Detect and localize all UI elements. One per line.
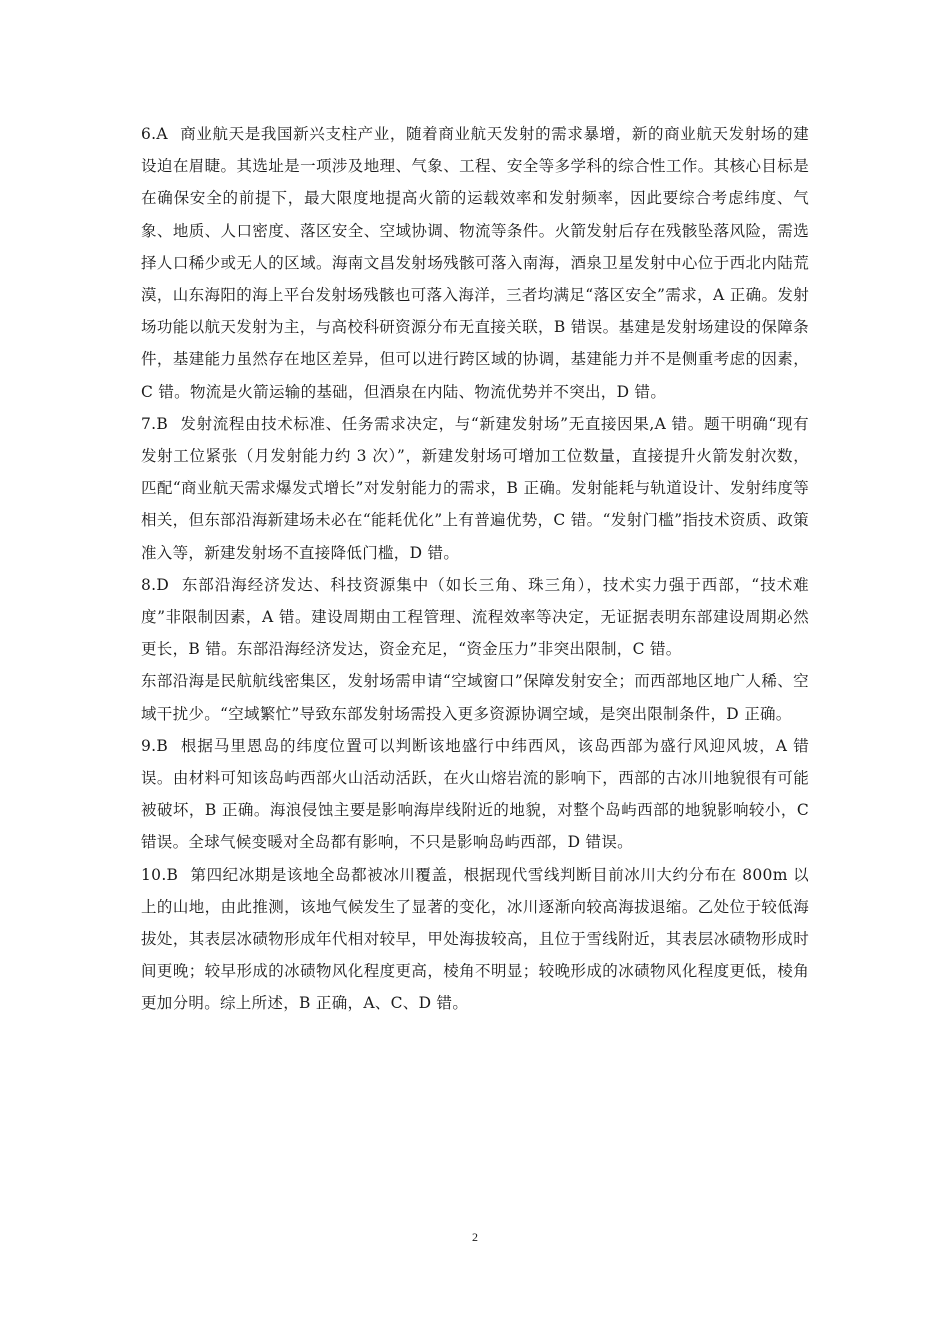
paragraph-text: 发射流程由技术标准、任务需求决定，与“新建发射场”无直接因果,A 错。题干明确“现有发射工位紧张（月发射能力约 3 次）”，新建发射场可增加工位数量，直接提升火箭发射次数，匹配“商业航天需求爆发式增长”对发射能力的需求，B 正确。发射能耗与轨道设计、发射纬度等相关，但东部沿海新建场未必在“能耗优化”上有普遍优势，C 错。“发射门槛”指技术资质、政策准入等，新建发射场不直接降低门槛，D 错。: [141, 414, 809, 562]
answer-explanations: [141, 118, 809, 1020]
answer-paragraph-8: [141, 569, 809, 666]
answer-paragraph-7: [141, 408, 809, 569]
question-number: 9.B: [141, 736, 169, 755]
question-number: 6.A: [141, 125, 168, 143]
paragraph-text: 第四纪冰期是该地全岛都被冰川覆盖，根据现代雪线判断目前冰川大约分布在 800m 以上的山地，由此推测，该地气候发生了显著的变化，冰川逐渐向较高海拔退缩。乙处位于较低海拔处，其表层冰碛物形成年代相对较早，甲处海拔较高，且位于雪线附近，其表层冰碛物形成时间更晚；较早形成的冰碛物风化程度更高，棱角不明显；较晚形成的冰碛物风化程度更低，棱角更加分明。综上所述，B 正确，A、C、D 错。: [141, 865, 809, 1013]
question-number: 10.B: [141, 865, 179, 884]
paragraph-text: 东部沿海经济发达、科技资源集中（如长三角、珠三角），技术实力强于西部，“技术难度”非限制因素，A 错。建设周期由工程管理、流程效率等决定，无证据表明东部建设周期必然更长，B 错。东部沿海经济发达，资金充足，“资金压力”非突出限制，C 错。: [141, 575, 809, 659]
paragraph-text: 商业航天是我国新兴支柱产业，随着商业航天发射的需求暴增，新的商业航天发射场的建设迫在眉睫。其选址是一项涉及地理、气象、工程、安全等多学科的综合性工作。其核心目标是在确保安全的前提下，最大限度地提高火箭的运载效率和发射频率，因此要综合考虑纬度、气象、地质、人口密度、落区安全、空域协调、物流等条件。火箭发射后存在残骸坠落风险，需选择人口稀少或无人的区域。海南文昌发射场残骸可落入南海，酒泉卫星发射中心位于西北内陆荒漠，山东海阳的海上平台发射场残骸也可落入海洋，三者均满足“落区安全”需求，A 正确。发射场功能以航天发射为主，与高校科研资源分布无直接关联，B 错误。基建是发射场建设的保障条件，基建能力虽然存在地区差异，但可以进行跨区域的协调，基建能力并不是侧重考虑的因素，C 错。物流是火箭运输的基础，但酒泉在内陆、物流优势并不突出，D 错。: [141, 125, 809, 401]
paragraph-text: 东部沿海是民航航线密集区，发射场需申请“空域窗口”保障发射安全；而西部地区地广人稀、空域干扰少。“空域繁忙”导致东部发射场需投入更多资源协调空域，是突出限制条件，D 正确。: [141, 672, 809, 723]
answer-paragraph-6: [141, 118, 809, 408]
answer-paragraph-10: [141, 859, 809, 1020]
answer-paragraph-8-continued: [141, 665, 809, 729]
page-number: 2: [472, 1230, 478, 1244]
answer-paragraph-9: [141, 730, 809, 859]
paragraph-text: 根据马里恩岛的纬度位置可以判断该地盛行中纬西风，该岛西部为盛行风迎风坡，A 错误。由材料可知该岛屿西部火山活动活跃，在火山熔岩流的影响下，西部的古冰川地貌很有可能被破坏，B 正确。海浪侵蚀主要是影响海岸线附近的地貌，对整个岛屿西部的地貌影响较小，C 错误。全球气候变暖对全岛都有影响，不只是影响岛屿西部，D 错误。: [141, 736, 809, 852]
question-number: 7.B: [141, 414, 169, 433]
question-number: 8.D: [141, 575, 170, 594]
